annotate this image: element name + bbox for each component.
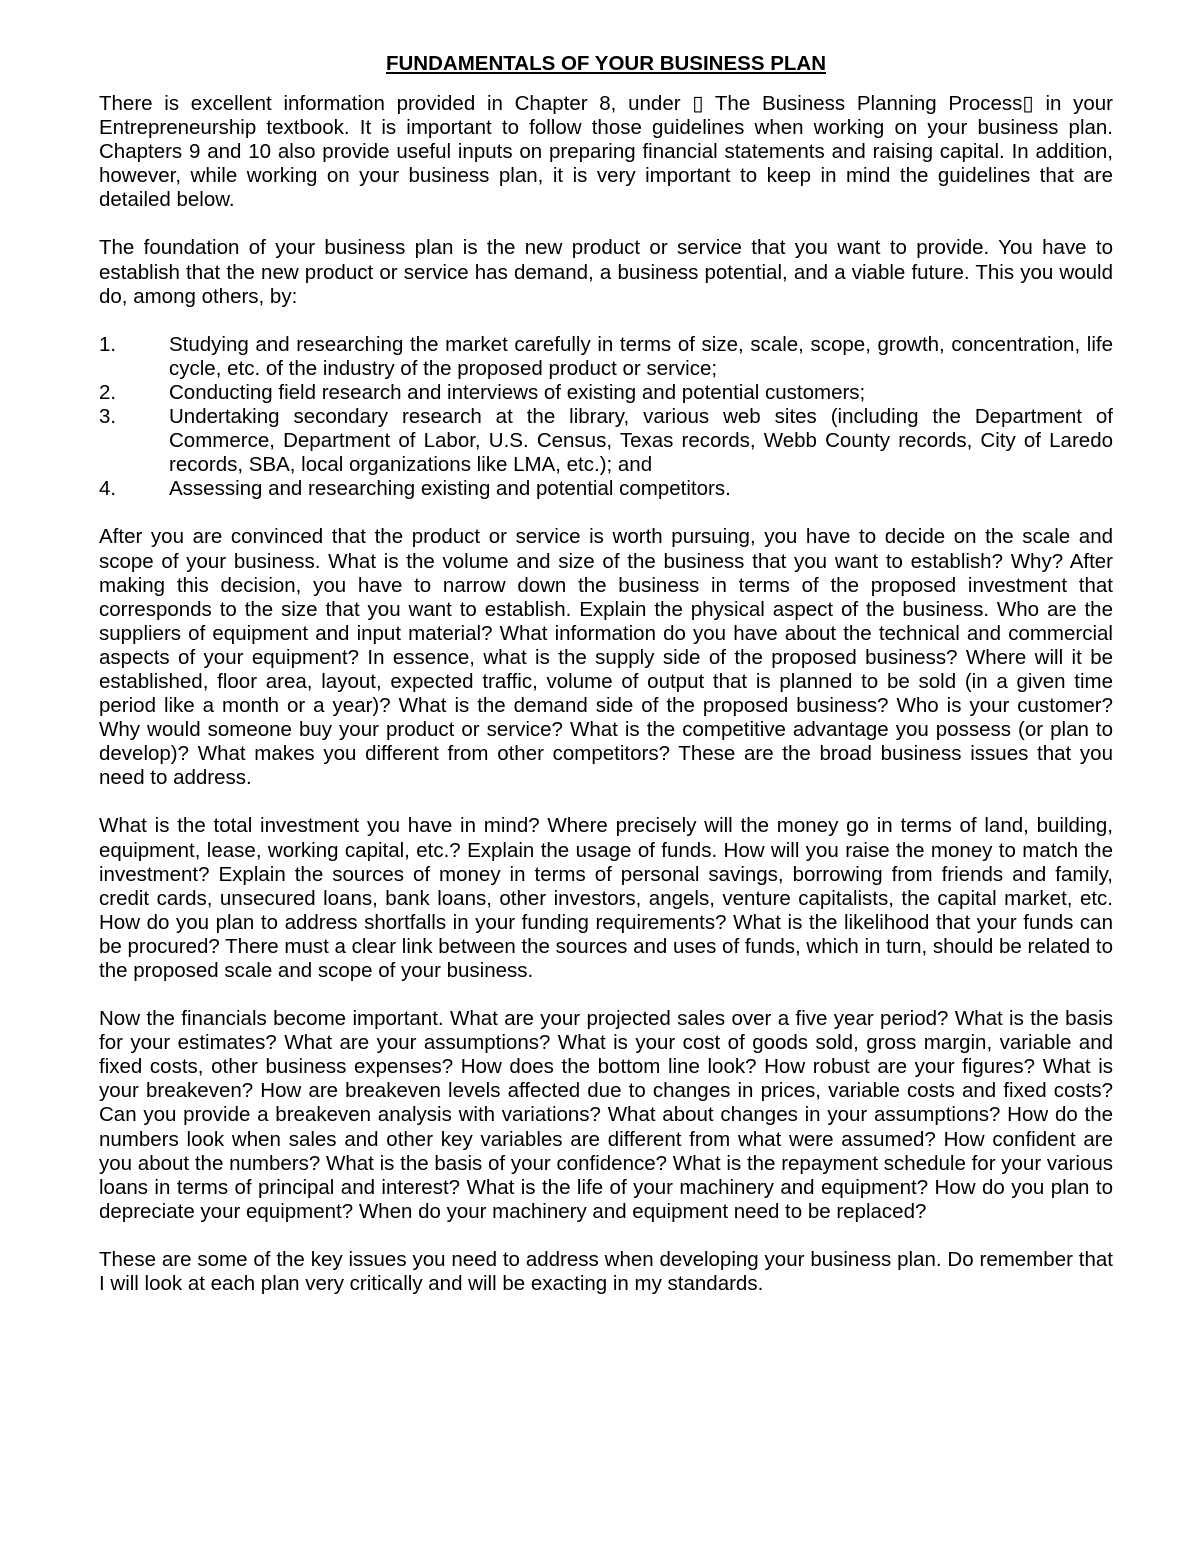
document-body: [99, 52, 1113, 1320]
list-item-text: Undertaking secondary research at the library, various web sites (including the Department of Commerce, Department of Labor, U.S. Census, Texas records, Webb County records, City of Laredo records, SBA, local organizations like LMA, etc.); and: [169, 405, 1113, 477]
list-item: [99, 405, 1113, 477]
list-item-text: Conducting field research and interviews of existing and potential customers;: [169, 380, 866, 404]
list-item: [99, 333, 1113, 381]
list-item-number: 4.: [99, 477, 117, 501]
list-item-number: 2.: [99, 380, 117, 404]
list-item: [99, 381, 1113, 405]
closing-paragraph: These are some of the key issues you need to address when developing your business plan. Do remember that I will look at each plan very critically and will be exacting in my standards.: [99, 1247, 1113, 1296]
investment-paragraph: What is the total investment you have in mind? Where precisely will the money go in terms of land, building, equipment, lease, working capital, etc.? Explain the usage of funds. How will you raise the money to match the investment? Explain the sources of money in terms of personal savings, borrowing from friends and family, credit cards, unsecured loans, bank loans, other investors, angels, venture capitalists, the capital market, etc. How do you plan to address shortfalls in your funding requirements? What is the likelihood that your funds can be procured? There must a clear link between the sources and uses of funds, which in turn, should be related to the proposed scale and scope of your business.: [99, 814, 1113, 982]
research-steps-list: [99, 333, 1113, 502]
foundation-paragraph: The foundation of your business plan is the new product or service that you want to provide. You have to establish that the new product or service has demand, a business potential, and a viable future. This you would do, among others, by:: [99, 236, 1113, 308]
scale-scope-paragraph: After you are convinced that the product or service is worth pursuing, you have to decide on the scale and scope of your business. What is the volume and size of the business that you want to establish? Why? After making this decision, you have to narrow down the business in terms of the proposed investment that corresponds to the size that you want to establish. Explain the physical aspect of the business. Who are the suppliers of equipment and input material? What information do you have about the technical and commercial aspects of your equipment? In essence, what is the supply side of the proposed business? Where will it be established, floor area, layout, expected traffic, volume of output that is planned to be sold (in a given time period like a month or a year)? What is the demand side of the proposed business? Who is your customer? Why would someone buy your product or service? What is the competitive advantage you possess (or plan to develop)? What makes you different from other competitors? These are the broad business issues that you need to address.: [99, 525, 1113, 790]
list-item-number: 1.: [99, 332, 117, 356]
document-title: FUNDAMENTALS OF YOUR BUSINESS PLAN: [385, 52, 826, 75]
list-item-text: Studying and researching the market carefully in terms of size, scale, scope, growth, concentration, life cycle, etc. of the industry of the proposed product or service;: [169, 332, 1113, 380]
list-item: [99, 477, 1113, 501]
intro-paragraph: There is excellent information provided in Chapter 8, under ▯ The Business Planning Process▯ in your Entrepreneurship textbook. It is important to follow those guidelines when working on your business plan. Chapters 9 and 10 also provide useful inputs on preparing financial statements and raising capital. In addition, however, while working on your business plan, it is very important to keep in mind the guidelines that are detailed below.: [99, 92, 1113, 212]
list-item-text: Assessing and researching existing and potential competitors.: [169, 477, 731, 501]
financials-paragraph: Now the financials become important. What are your projected sales over a five year period? What is the basis for your estimates? What are your assumptions? What is your cost of goods sold, gross margin, variable and fixed costs, other business expenses? How does the bottom line look? How robust are your figures? What is your breakeven? How are breakeven levels affected due to changes in prices, variable costs and fixed costs? Can you provide a breakeven analysis with variations? What about changes in your assumptions? How do the numbers look when sales and other key variables are different from what were assumed? How confident are you about the numbers? What is the basis of your confidence? What is the repayment schedule for your various loans in terms of principal and interest? What is the life of your machinery and equipment? How do you plan to depreciate your equipment? When do your machinery and equipment need to be replaced?: [99, 1007, 1113, 1223]
list-item-number: 3.: [99, 405, 117, 429]
